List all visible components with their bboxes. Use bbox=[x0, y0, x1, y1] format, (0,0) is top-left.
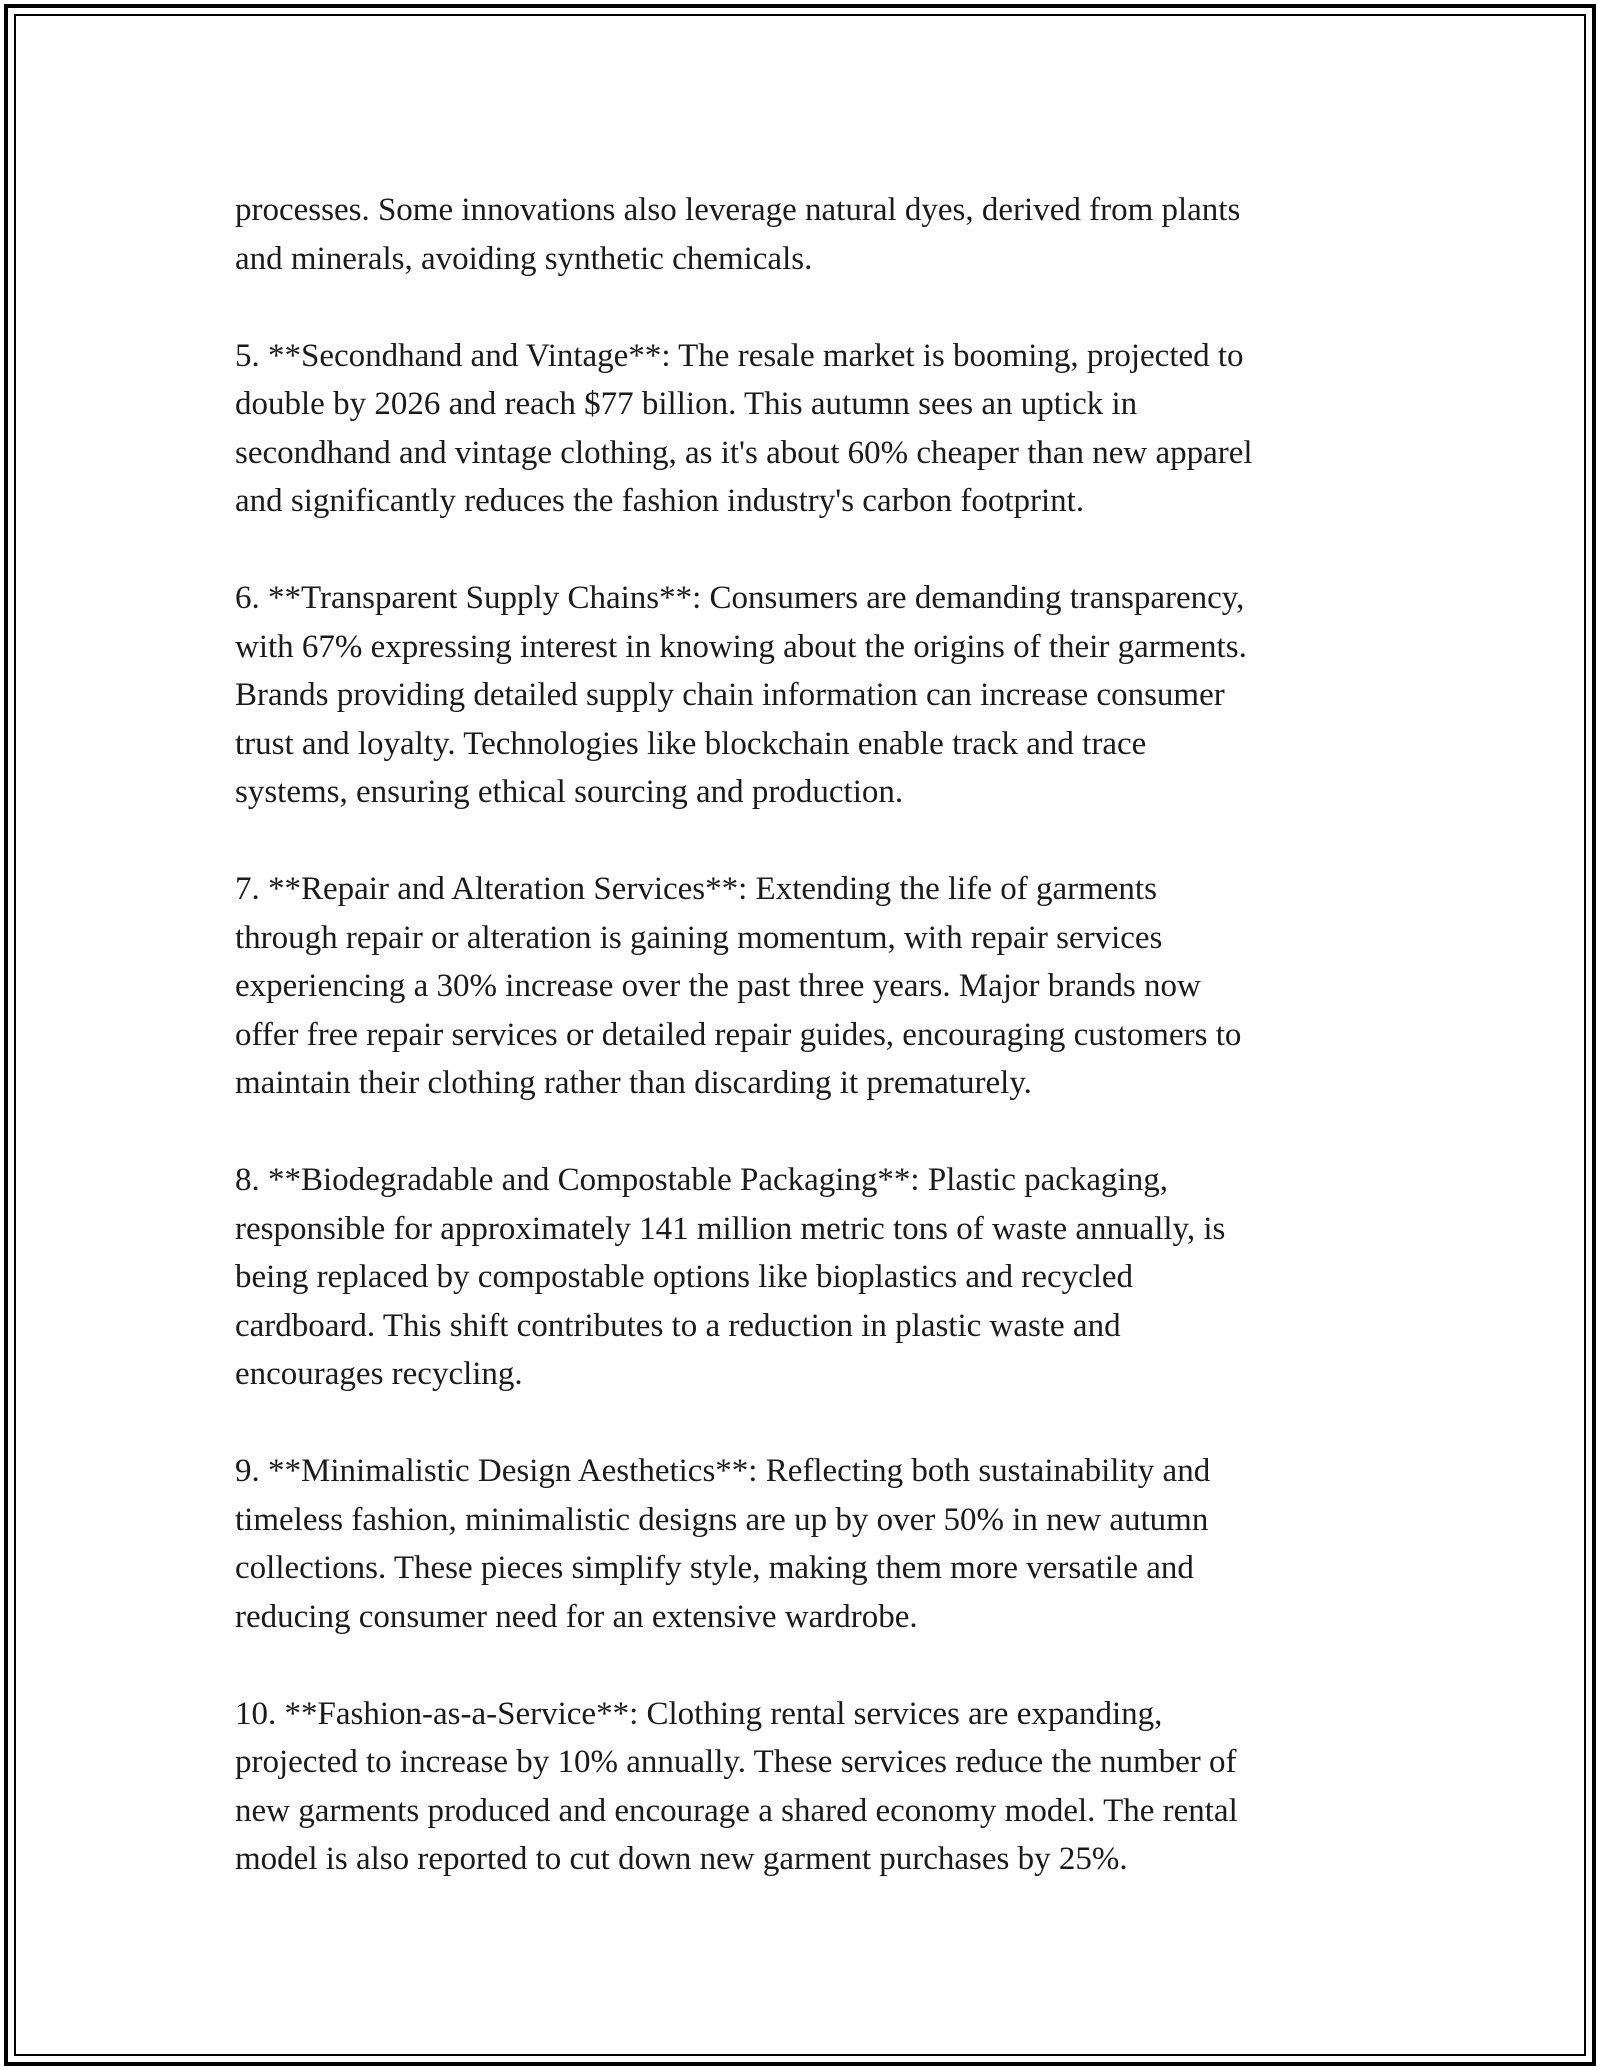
paragraph-compostable-packaging: 8. **Biodegradable and Compostable Packaging**: Plastic packaging, responsible for approximately 141 million metric tons of waste annually, is being replaced by compostable options like bioplastics and recycled cardboard. This shift contributes to a reduction in plastic waste and encourages recycling. bbox=[235, 1162, 1226, 1392]
paragraph-fashion-as-a-service: 10. **Fashion-as-a-Service**: Clothing rental services are expanding, projected to increase by 10% annually. These services reduce the number of new garments produced and encourage a shared economy model. The rental model is also reported to cut down new garment purchases by 25%. bbox=[235, 1695, 1238, 1877]
document-body bbox=[235, 186, 1395, 1932]
paragraph-repair-alteration: 7. **Repair and Alteration Services**: Extending the life of garments through repair or alteration is gaining momentum, with repair services experiencing a 30% increase over the past three years. Major brands now offer free repair services or detailed repair guides, encouraging customers to maintain their clothing rather than discarding it prematurely. bbox=[235, 871, 1242, 1101]
paragraph-minimalistic-design: 9. **Minimalistic Design Aesthetics**: Reflecting both sustainability and timeless fashion, minimalistic designs are up by over 50% in new autumn collections. These pieces simplify style, making them more versatile and reducing consumer need for an extensive wardrobe. bbox=[235, 1453, 1211, 1635]
paragraph-transparent-supply-chains: 6. **Transparent Supply Chains**: Consumers are demanding transparency, with 67% expressing interest in knowing about the origins of their garments. Brands providing detailed supply chain information can increase consumer trust and loyalty. Technologies like blockchain enable track and trace systems, ensuring ethical sourcing and production. bbox=[235, 580, 1247, 810]
paragraph-secondhand-vintage: 5. **Secondhand and Vintage**: The resale market is booming, projected to double by 2026 and reach $77 billion. This autumn sees an uptick in secondhand and vintage clothing, as it's about 60% cheaper than new apparel and significantly reduces the fashion industry's carbon footprint. bbox=[235, 337, 1253, 519]
paragraph-dyes-continuation: processes. Some innovations also leverage natural dyes, derived from plants and minerals, avoiding synthetic chemicals. bbox=[235, 192, 1241, 277]
